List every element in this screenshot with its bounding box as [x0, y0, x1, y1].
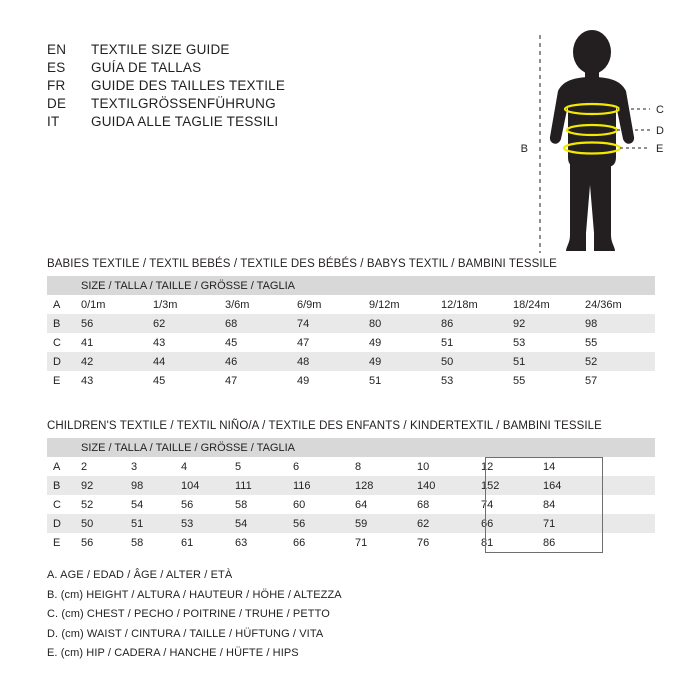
cell: 98: [579, 314, 655, 333]
cell: 66: [475, 514, 537, 533]
cell: 59: [349, 514, 411, 533]
cell: 71: [355, 536, 368, 549]
babies-section: [47, 258, 655, 390]
table-row: [47, 295, 655, 314]
cell: 52: [579, 352, 655, 371]
legend-line-b: B. (cm) HEIGHT / ALTURA / HAUTEUR / HÖHE / ALTEZZA: [47, 588, 342, 601]
cell: 56: [287, 514, 349, 533]
language-code: FR: [47, 78, 66, 93]
cell: 24/36m: [585, 298, 622, 311]
cell: 54: [131, 498, 144, 511]
cell: 164: [537, 476, 655, 495]
cell: 86: [435, 314, 507, 333]
cell: 12: [481, 460, 494, 473]
language-title: GUIDA ALLE TAGLIE TESSILI: [91, 114, 279, 129]
cell: 58: [235, 498, 248, 511]
row-label: C: [53, 498, 61, 511]
cell: 45: [153, 374, 166, 387]
cell: 4: [181, 460, 188, 473]
figure-label-c: C: [656, 104, 664, 116]
language-code: ES: [47, 60, 66, 75]
cell: 45: [225, 336, 238, 349]
children-section: [47, 420, 655, 552]
cell: 6/9m: [297, 298, 322, 311]
row-label: E: [53, 374, 61, 387]
cell: 41: [81, 336, 94, 349]
cell: 47: [225, 374, 238, 387]
cell: 12/18m: [441, 298, 478, 311]
language-row-en: [47, 42, 467, 57]
cell: 60: [293, 498, 306, 511]
cell: 92: [75, 476, 125, 495]
cell: 43: [153, 336, 166, 349]
cell: 54: [229, 514, 287, 533]
row-label: B: [47, 314, 75, 333]
language-title: TEXTILE SIZE GUIDE: [91, 42, 230, 57]
row-label: A: [53, 460, 61, 473]
babies-size-header-row: [47, 276, 655, 295]
cell: 18/24m: [513, 298, 550, 311]
cell: 50: [75, 514, 125, 533]
body-measurement-figure: [500, 25, 685, 260]
cell: 116: [287, 476, 349, 495]
cell: 152: [475, 476, 537, 495]
cell: 57: [585, 374, 598, 387]
language-code: DE: [47, 96, 67, 111]
language-title: GUIDE DES TAILLES TEXTILE: [91, 78, 286, 93]
figure-label-d: D: [656, 125, 664, 137]
cell: 14: [543, 460, 556, 473]
row-label: C: [53, 336, 61, 349]
language-title: GUÍA DE TALLAS: [91, 60, 202, 75]
table-row: [47, 457, 655, 476]
cell: [47, 438, 75, 457]
cell: 5: [235, 460, 242, 473]
cell: 3/6m: [225, 298, 250, 311]
table-row: [47, 352, 655, 371]
row-label: B: [47, 476, 75, 495]
row-label: E: [53, 536, 61, 549]
babies-title: BABIES TEXTILE / TEXTIL BEBÉS / TEXTILE DES BÉBÉS / BABYS TEXTIL / BAMBINI TESSILE: [47, 258, 557, 270]
cell: 3: [131, 460, 138, 473]
cell: 98: [125, 476, 175, 495]
cell: 49: [369, 336, 382, 349]
cell: 44: [147, 352, 219, 371]
table-row: [47, 495, 655, 514]
cell: 48: [291, 352, 363, 371]
cell: 104: [175, 476, 229, 495]
cell: 53: [513, 336, 526, 349]
cell: 62: [411, 514, 475, 533]
legend-line-a: A. AGE / EDAD / ÂGE / ALTER / ETÀ: [47, 569, 233, 581]
cell: 46: [219, 352, 291, 371]
legend-line-d: D. (cm) WAIST / CINTURA / TAILLE / HÜFTUNG / VITA: [47, 627, 324, 640]
cell: 140: [411, 476, 475, 495]
cell: 71: [537, 514, 655, 533]
language-title: TEXTILGRÖSSENFÜHRUNG: [91, 96, 276, 111]
cell: 50: [435, 352, 507, 371]
figure-label-b: B: [520, 143, 528, 155]
cell: 84: [543, 498, 556, 511]
row-label: D: [47, 514, 75, 533]
language-row-de: [47, 96, 467, 111]
table-row: [47, 514, 655, 533]
cell: 49: [363, 352, 435, 371]
measurement-legend: [47, 566, 547, 664]
cell: 10: [417, 460, 430, 473]
cell: 9/12m: [369, 298, 400, 311]
cell: 111: [229, 476, 287, 495]
language-row-it: [47, 114, 467, 129]
cell: 68: [417, 498, 430, 511]
cell: 128: [349, 476, 411, 495]
cell: 68: [219, 314, 291, 333]
babies-table: [47, 276, 655, 390]
row-label: D: [47, 352, 75, 371]
cell: 55: [513, 374, 526, 387]
table-row: [47, 333, 655, 352]
language-row-es: [47, 60, 467, 75]
table-row: [47, 533, 655, 552]
cell: 8: [355, 460, 362, 473]
cell: 55: [585, 336, 598, 349]
cell: 51: [369, 374, 382, 387]
cell: 47: [297, 336, 310, 349]
cell: 56: [81, 536, 94, 549]
cell: 81: [481, 536, 494, 549]
language-code: IT: [47, 114, 60, 129]
cell: 64: [355, 498, 368, 511]
cell: 56: [75, 314, 147, 333]
language-title-list: [47, 42, 467, 132]
children-table: [47, 438, 655, 552]
cell: [47, 276, 75, 295]
legend-line-c: C. (cm) CHEST / PECHO / POITRINE / TRUHE / PETTO: [47, 608, 330, 620]
cell: 51: [441, 336, 454, 349]
cell: 61: [181, 536, 194, 549]
cell: 53: [441, 374, 454, 387]
cell: 51: [507, 352, 579, 371]
cell: 76: [417, 536, 430, 549]
table-row: [47, 314, 655, 333]
language-code: EN: [47, 42, 67, 57]
cell: 74: [291, 314, 363, 333]
cell: 51: [125, 514, 175, 533]
cell: 49: [297, 374, 310, 387]
cell: 53: [175, 514, 229, 533]
children-title: CHILDREN'S TEXTILE / TEXTIL NIÑO/A / TEXTILE DES ENFANTS / KINDERTEXTIL / BAMBINI TESSILE: [47, 420, 602, 432]
cell: 66: [293, 536, 306, 549]
cell: 63: [235, 536, 248, 549]
table-row: [47, 476, 655, 495]
cell: 52: [81, 498, 94, 511]
cell: 92: [507, 314, 579, 333]
table-row: [47, 371, 655, 390]
cell: 58: [131, 536, 144, 549]
cell: 43: [81, 374, 94, 387]
cell: 0/1m: [81, 298, 106, 311]
cell: 74: [481, 498, 494, 511]
cell: 6: [293, 460, 300, 473]
figure-label-e: E: [656, 143, 664, 155]
cell: 1/3m: [153, 298, 178, 311]
cell: 2: [81, 460, 88, 473]
row-label: A: [53, 298, 61, 311]
cell: 62: [147, 314, 219, 333]
cell: 56: [181, 498, 194, 511]
cell: 42: [75, 352, 147, 371]
babies-size-header: SIZE / TALLA / TAILLE / GRÖSSE / TAGLIA: [75, 276, 655, 295]
language-row-fr: [47, 78, 467, 93]
children-size-header-row: [47, 438, 655, 457]
legend-line-e: E. (cm) HIP / CADERA / HANCHE / HÜFTE / HIPS: [47, 647, 299, 659]
cell: 86: [543, 536, 556, 549]
cell: 80: [363, 314, 435, 333]
children-size-header: SIZE / TALLA / TAILLE / GRÖSSE / TAGLIA: [75, 438, 655, 457]
